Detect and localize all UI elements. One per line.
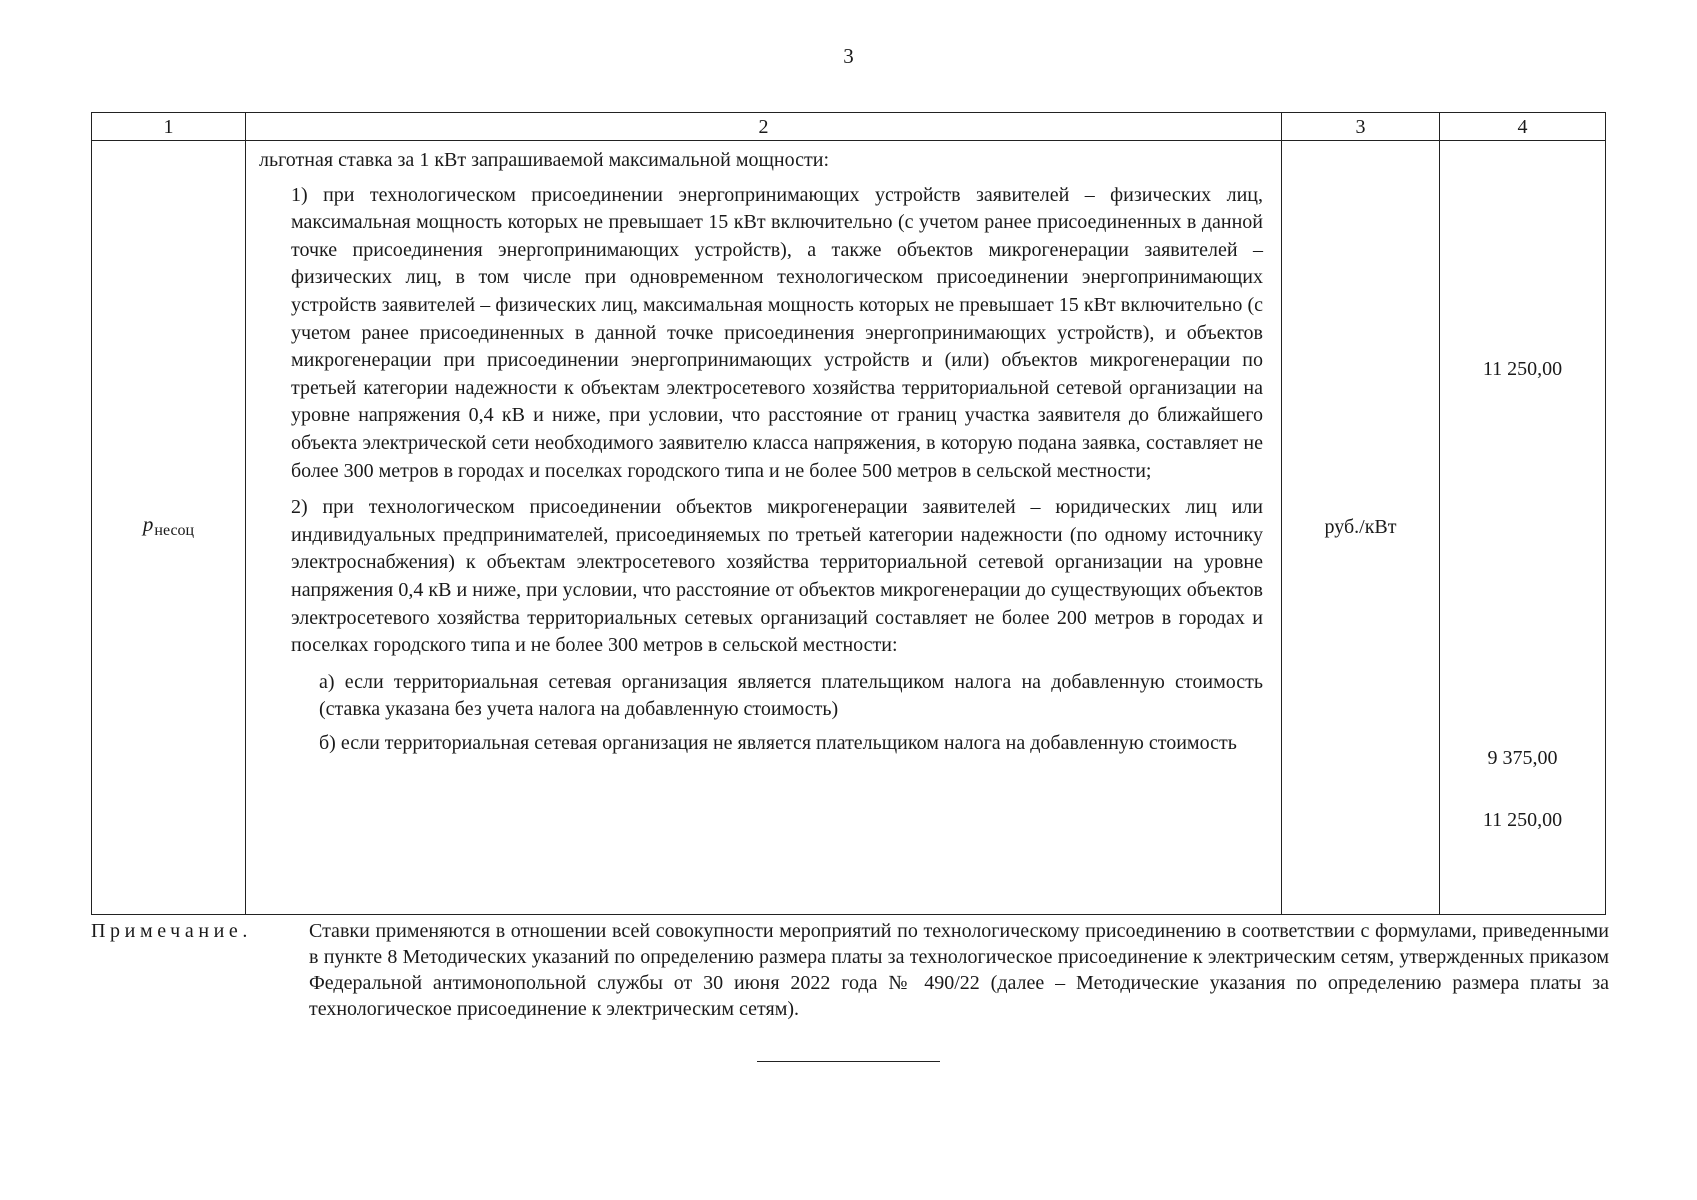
page-number: 3: [843, 44, 854, 68]
note-label: Примечание.: [91, 920, 253, 942]
subitem-a-text: а) если территориальная сетевая организация является плательщиком налога на добавленную стоимость (ставка указана без учета налога на добавленную стоимость): [319, 670, 1263, 721]
rate-symbol-cell: [92, 141, 246, 915]
value-item-1: 11 250,00: [1482, 358, 1563, 380]
end-divider: [757, 1061, 940, 1062]
header-col-3: 3: [1282, 113, 1440, 141]
item-2-text: 2) при технологическом присоединении объектов микрогенерации заявителей – юридических лиц или индивидуальных предпринимателей, присоединяемых по третьей категории надежности (по одному источнику электроснабжения) к объектам электросетевого хозяйства территориальной сетевой организации на уровне напряжения 0,4 кВ и ниже, при условии, что расстояние от объектов микрогенерации до существующих объектов электросетевого хозяйства территориальных сетевых организаций составляет не более 200 метров в городах и поселках городского типа и не более 300 метров в сельской местности:: [291, 496, 1263, 657]
note-block: [91, 918, 1609, 1022]
unit-cell: руб./кВт: [1282, 141, 1440, 915]
note-text: Ставки применяются в отношении всей совокупности мероприятий по технологическому присоединению в соответствии с формулами, приведенными в пункте 8 Методических указаний по определению размера платы за технологическое присоединение к электрическим сетям, утвержденных приказом Федеральной антимонопольной службы от 30 июня 2022 года № 490/22 (далее – Методические указания по определению размера платы за технологическое присоединение к электрическим сетям).: [309, 920, 1609, 1020]
item-1-text: 1) при технологическом присоединении энергопринимающих устройств заявителей – физических лиц, максимальная мощность которых не превышает 15 кВт включительно (с учетом ранее присоединенных в данной точке присоединения энергопринимающих устройств), а также объектов микрогенерации заявителей – физических лиц, в том числе при одновременном технологическом присоединении энергопринимающих устройств заявителей – физических лиц, максимальная мощность которых не превышает 15 кВт включительно (с учетом ранее присоединенных в данной точке присоединения энергопринимающих устройств), и объектов микрогенерации при присоединении энергопринимающих устройств и (или) объектов микрогенерации по третьей категории надежности к объектам электросетевого хозяйства территориальной сетевой организации на уровне напряжения 0,4 кВ и ниже, при условии, что расстояние от границ участка заявителя до ближайшего объекта электрической сети необходимого заявителю класса напряжения, в которую подана заявка, составляет не более 300 метров в городах и поселках городского типа и не более 500 метров в сельской местности;: [291, 183, 1263, 482]
rate-symbol-subscript: несоц: [154, 521, 195, 539]
value-subitem-b: 11 250,00: [1482, 809, 1563, 831]
subitem-b-text: б) если территориальная сетевая организация не является плательщиком налога на добавленную стоимость: [319, 731, 1237, 754]
value-subitem-a: 9 375,00: [1487, 747, 1558, 769]
tariff-table: [91, 112, 1606, 915]
table-row: [92, 141, 1606, 915]
value-cell: [1440, 141, 1606, 915]
description-cell: [246, 141, 1282, 915]
header-col-4: 4: [1440, 113, 1606, 141]
rate-symbol: p: [142, 511, 154, 536]
header-col-2: 2: [246, 113, 1282, 141]
header-col-1: 1: [92, 113, 246, 141]
rate-intro: льготная ставка за 1 кВт запрашиваемой максимальной мощности:: [259, 149, 830, 171]
table-header-row: [92, 113, 1606, 141]
